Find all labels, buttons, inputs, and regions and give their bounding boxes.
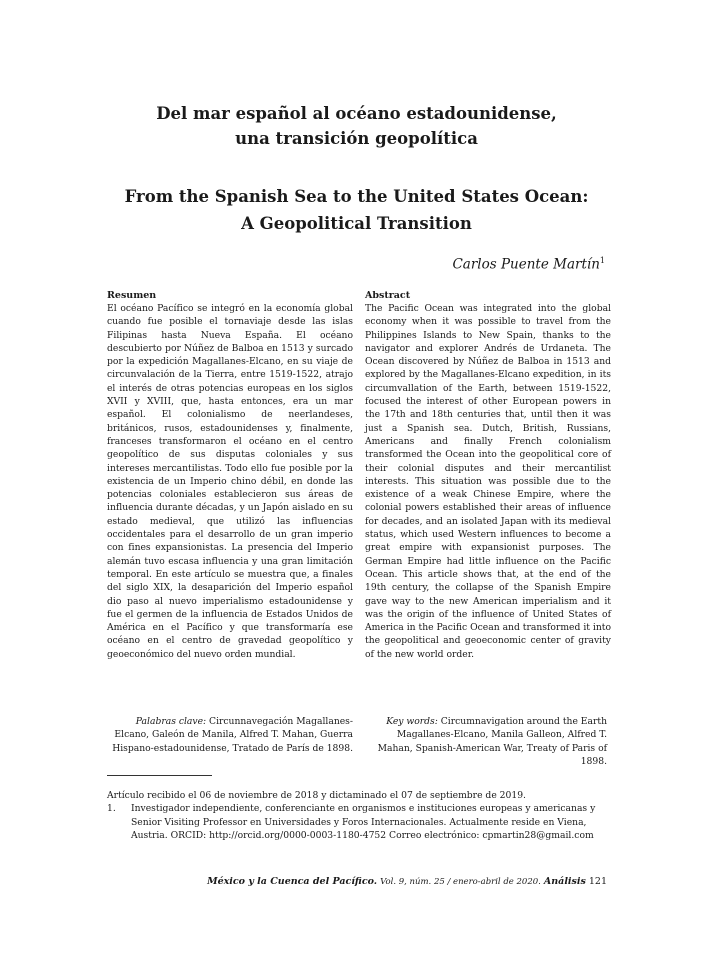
title-en-line-2: A Geopolitical Transition xyxy=(241,214,472,233)
title-es-line-2: una transición geopolítica xyxy=(235,129,478,148)
abstract-heading: Abstract xyxy=(365,290,411,301)
journal-name: México y la Cuenca del Pacífico. xyxy=(207,876,378,887)
page-footer xyxy=(207,876,607,887)
keywords-en-text: Circumnavigation around the Earth Magallanes-Elcano, Manila Galleon, Alfred T. Mahan, Spanish-American War, Treaty of Paris of 1898. xyxy=(377,716,607,767)
journal-issue: Vol. 9, núm. 25 / enero-abril de 2020. xyxy=(380,877,541,887)
footnote-divider xyxy=(107,775,212,776)
title-english xyxy=(0,183,713,237)
footnotes xyxy=(107,789,609,842)
title-en-line-1: From the Spanish Sea to the United States Ocean: xyxy=(124,187,589,206)
author-text: Carlos Puente Martín xyxy=(452,256,600,273)
footnote-1 xyxy=(107,802,609,842)
keywords-es-label: Palabras clave: xyxy=(135,716,207,727)
received-note: Artículo recibido el 06 de noviembre de 2018 y dictaminado el 07 de septiembre de 2019. xyxy=(107,790,526,801)
footnote-number: 1. xyxy=(107,803,116,815)
author-footnote-mark: 1 xyxy=(599,256,605,265)
abstract-section xyxy=(365,290,611,661)
resumen-section xyxy=(107,290,353,661)
page-number: 121 xyxy=(588,876,607,887)
keywords-english xyxy=(365,715,607,768)
title-es-line-1: Del mar español al océano estadounidense, xyxy=(156,104,557,123)
section-name: Análisis xyxy=(543,876,586,887)
keywords-es-text: Circunnavegación Magallanes-Elcano, Galeón de Manila, Alfred T. Mahan, Guerra Hispano-estadounidense, Tratado de París de 1898. xyxy=(112,716,353,754)
abstract-text: The Pacific Ocean was integrated into the global economy when it was possible to travel from the Philippines Islands to New Spain, thanks to the navigator and explorer Andrés de Urdaneta. The Ocean discovered by Núñez de Balboa in 1513 and explored by the Magallanes-Elcano expedition, in its circumvallation of the Earth, between 1519-1522, focused the interest of other European powers in the 17th and 18th centuries that, until then it was just a Spanish sea. Dutch, British, Russians, Americans and finally French colonialism transformed the Ocean into the geopolitical core of their colonial disputes and their mercantilist interests. This situation was possible due to the existence of a weak Chinese Empire, where the colonial powers established their areas of influence for decades, and an isolated Japan with its medieval status, which used Western influences to become a great empire with expansionist purposes. The German Empire had little influence on the Pacific Ocean. This article shows that, at the end of the 19th century, the collapse of the Spanish Empire gave way to the new American imperialism and it was the origin of the influence of United States of America in the Pacific Ocean and transformed it into the geopolitical and geoeconomic center of gravity of the new world order. xyxy=(365,303,611,660)
resumen-heading: Resumen xyxy=(107,290,157,301)
keywords-en-label: Key words: xyxy=(386,716,438,727)
resumen-text: El océano Pacífico se integró en la economía global cuando fue posible el tornaviaje desde las islas Filipinas hasta Nueva España. El océano descubierto por Núñez de Balboa en 1513 y surcado por la expedición Magallanes-Elcano, en su viaje de circunvalación de la Tierra, entre 1519-1522, atrajo el interés de otras potencias europeas en los siglos XVII y XVIII, que, hasta entonces, era un mar español. El colonialismo de neerlandeses, británicos, rusos, estadounidenses y, finalmente, franceses transformaron el océano en el centro geopolítico de sus disputas coloniales y sus intereses mercantilistas. Todo ello fue posible por la existencia de un Imperio chino débil, en donde las potencias coloniales establecieron sus áreas de influencia durante décadas, y un Japón aislado en su estado medieval, que utilizó las influencias occidentales para el desarrollo de un gran imperio con fines expansionistas. La presencia del Imperio alemán tuvo escasa influencia y una gran limitación temporal. En este artículo se muestra que, a finales del siglo XIX, la desaparición del Imperio español dio paso al nuevo imperialismo estadounidense y fue el germen de la influencia de Estados Unidos de América en el Pacífico y que transformaría ese océano en el centro de gravedad geopolítico y geoeconómico del nuevo orden mundial. xyxy=(107,303,353,660)
title-spanish xyxy=(0,101,713,151)
author-name xyxy=(452,256,605,273)
footnote-text: Investigador independiente, conferenciante en organismos e instituciones europeas y americanas y Senior Visiting Professor en Universidades y Foros Internacionales. Actualmente reside en Viena, Austria. ORCID: http://orcid.org/0000-0003-1180-4752 Correo electrónico: cpmartin28@gmail.com xyxy=(131,803,596,841)
keywords-spanish xyxy=(107,715,353,755)
